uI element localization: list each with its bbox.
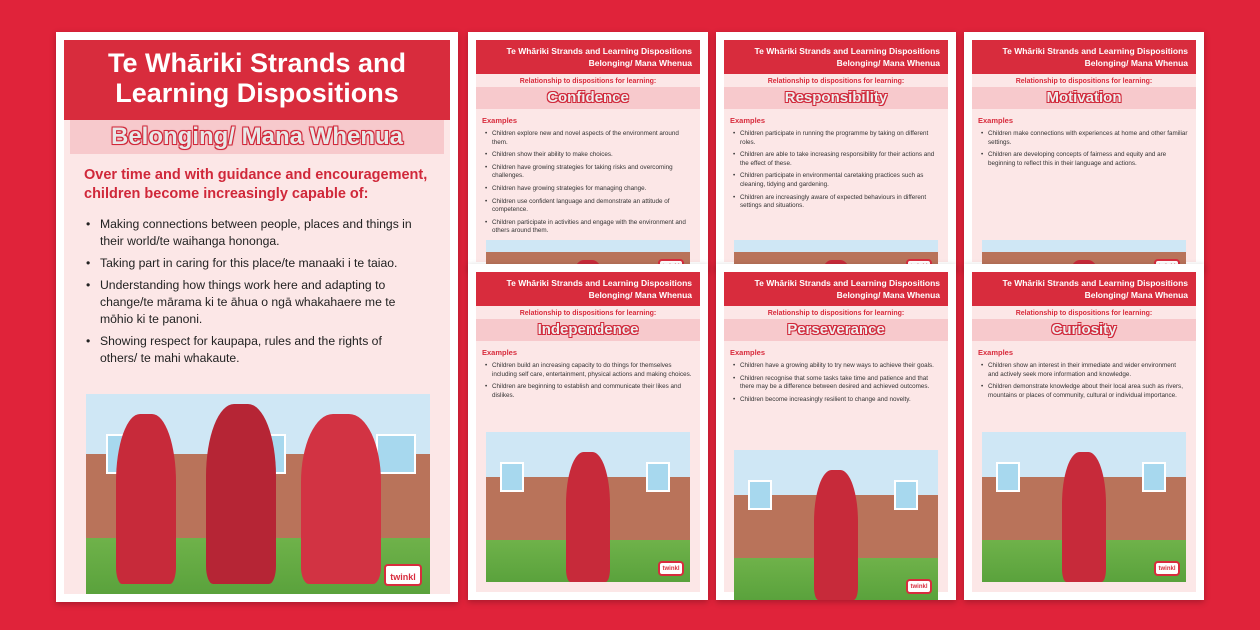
disposition-card-confidence bbox=[468, 32, 708, 270]
card-list-item: • Children show their ability to make choices. bbox=[492, 151, 692, 160]
card-list-item: • Children are able to take increasing responsibility for their actions and the effect of these. bbox=[740, 151, 940, 168]
child-figure bbox=[566, 452, 610, 582]
card-list bbox=[972, 357, 1196, 400]
card-title: Motivation bbox=[972, 87, 1196, 109]
card-examples-label: Examples bbox=[730, 348, 766, 357]
card-panel bbox=[724, 272, 948, 592]
window bbox=[748, 480, 772, 510]
main-list-item: • Taking part in caring for this place/te manaaki i te taiao. bbox=[100, 255, 420, 272]
card-relationship: Relationship to dispositions for learning: bbox=[1015, 78, 1153, 85]
twinkl-logo: twinkl bbox=[658, 561, 684, 576]
main-subtitle: Belonging/ Mana Whenua bbox=[70, 120, 444, 154]
card-header-line2: Belonging/ Mana Whenua bbox=[1084, 58, 1188, 68]
card-header bbox=[476, 40, 700, 74]
card-examples-label: Examples bbox=[730, 116, 766, 125]
card-title: Perseverance bbox=[724, 319, 948, 341]
main-list-item: • Understanding how things work here and adapting to change/te mārama ki te āhua o ngā whakahaere me te mōhio ki te panoni. bbox=[100, 277, 420, 328]
window bbox=[1142, 462, 1166, 492]
card-panel bbox=[972, 272, 1196, 592]
main-list bbox=[64, 204, 450, 367]
card-relationship: Relationship to dispositions for learning: bbox=[767, 78, 905, 85]
card-header bbox=[724, 40, 948, 74]
card-list-item: • Children use confident language and demonstrate an attitude of competence. bbox=[492, 198, 692, 215]
disposition-card-curiosity bbox=[964, 264, 1204, 600]
card-title: Responsibility bbox=[724, 87, 948, 109]
main-intro: Over time and with guidance and encouragement, children become increasingly capable of: bbox=[84, 167, 428, 202]
card-list-item: • Children demonstrate knowledge about their local area such as rivers, mountains or places of community, cultural or individual importance. bbox=[988, 383, 1188, 400]
card-list-item: • Children recognise that some tasks take time and patience and that there may be a difference between desired and achieved outcomes. bbox=[740, 375, 940, 392]
card-list-item: • Children have growing strategies for managing change. bbox=[492, 185, 692, 194]
children-illustration bbox=[86, 394, 430, 594]
card-header-line2: Belonging/ Mana Whenua bbox=[588, 290, 692, 300]
card-list-item: • Children have a growing ability to try new ways to achieve their goals. bbox=[740, 362, 940, 371]
card-list-item: • Children build an increasing capacity to do things for themselves including self care, entertainment, physical actions and making choices. bbox=[492, 362, 692, 379]
window bbox=[500, 462, 524, 492]
card-header-line2: Belonging/ Mana Whenua bbox=[1084, 290, 1188, 300]
card-header bbox=[972, 40, 1196, 74]
main-list-item: • Making connections between people, places and things in their world/te waihanga hononga. bbox=[100, 216, 420, 250]
card-list-item: • Children have growing strategies for taking risks and overcoming challenges. bbox=[492, 164, 692, 181]
card-panel bbox=[724, 40, 948, 262]
window bbox=[996, 462, 1020, 492]
twinkl-logo: twinkl bbox=[906, 579, 932, 594]
main-poster bbox=[56, 32, 458, 602]
card-list bbox=[476, 357, 700, 400]
card-list-item: • Children participate in running the programme by taking on different roles. bbox=[740, 130, 940, 147]
main-list-item: • Showing respect for kaupapa, rules and the rights of others/ te mahi whakaute. bbox=[100, 333, 420, 367]
card-relationship: Relationship to dispositions for learning: bbox=[767, 310, 905, 317]
card-title: Independence bbox=[476, 319, 700, 341]
card-header bbox=[972, 272, 1196, 306]
child-figure bbox=[206, 404, 276, 584]
card-relationship: Relationship to dispositions for learning: bbox=[1015, 310, 1153, 317]
card-list-item: • Children make connections with experiences at home and other familiar settings. bbox=[988, 130, 1188, 147]
card-list-item: • Children participate in environmental caretaking practices such as cleaning, tidying and gardening. bbox=[740, 172, 940, 189]
twinkl-logo: twinkl bbox=[1154, 561, 1180, 576]
card-header-line2: Belonging/ Mana Whenua bbox=[836, 290, 940, 300]
card-header-line1: Te Whāriki Strands and Learning Dispositions bbox=[1002, 278, 1188, 288]
card-examples-label: Examples bbox=[482, 348, 518, 357]
card-title: Curiosity bbox=[972, 319, 1196, 341]
disposition-card-motivation bbox=[964, 32, 1204, 270]
window bbox=[646, 462, 670, 492]
disposition-card-responsibility bbox=[716, 32, 956, 270]
card-list-item: • Children are beginning to establish and communicate their likes and dislikes. bbox=[492, 383, 692, 400]
card-list bbox=[476, 125, 700, 236]
child-figure bbox=[301, 414, 381, 584]
child-figure bbox=[814, 470, 858, 600]
card-illustration bbox=[734, 450, 938, 600]
card-list bbox=[724, 125, 948, 211]
card-panel bbox=[476, 40, 700, 262]
card-panel bbox=[972, 40, 1196, 262]
window bbox=[376, 434, 416, 474]
card-title: Confidence bbox=[476, 87, 700, 109]
card-list-item: • Children participate in activities and engage with the environment and others around them. bbox=[492, 219, 692, 236]
card-list-item: • Children are developing concepts of fairness and equity and are beginning to reflect this in their language and actions. bbox=[988, 151, 1188, 168]
card-list-item: • Children are increasingly aware of expected behaviours in different settings and situations. bbox=[740, 194, 940, 211]
card-header bbox=[724, 272, 948, 306]
twinkl-logo: twinkl bbox=[384, 564, 422, 586]
child-figure bbox=[116, 414, 176, 584]
card-list-item: • Children become increasingly resilient to change and novelty. bbox=[740, 396, 940, 405]
card-list bbox=[972, 125, 1196, 168]
card-header-line1: Te Whāriki Strands and Learning Dispositions bbox=[1002, 46, 1188, 56]
card-illustration bbox=[486, 432, 690, 582]
card-relationship: Relationship to dispositions for learning: bbox=[519, 310, 657, 317]
child-figure bbox=[1062, 452, 1106, 582]
disposition-card-independence bbox=[468, 264, 708, 600]
card-examples-label: Examples bbox=[482, 116, 518, 125]
disposition-card-perseverance bbox=[716, 264, 956, 600]
card-header-line2: Belonging/ Mana Whenua bbox=[588, 58, 692, 68]
card-relationship: Relationship to dispositions for learning: bbox=[519, 78, 657, 85]
card-examples-label: Examples bbox=[978, 116, 1014, 125]
card-list bbox=[724, 357, 948, 404]
card-header-line1: Te Whāriki Strands and Learning Dispositions bbox=[506, 278, 692, 288]
card-panel bbox=[476, 272, 700, 592]
card-illustration bbox=[982, 432, 1186, 582]
window bbox=[894, 480, 918, 510]
card-header-line1: Te Whāriki Strands and Learning Dispositions bbox=[754, 46, 940, 56]
card-header-line1: Te Whāriki Strands and Learning Dispositions bbox=[754, 278, 940, 288]
card-list-item: • Children explore new and novel aspects of the environment around them. bbox=[492, 130, 692, 147]
main-title bbox=[64, 40, 450, 120]
card-header bbox=[476, 272, 700, 306]
main-poster-panel bbox=[64, 40, 450, 594]
card-header-line2: Belonging/ Mana Whenua bbox=[836, 58, 940, 68]
card-examples-label: Examples bbox=[978, 348, 1014, 357]
card-list-item: • Children show an interest in their immediate and wider environment and actively seek more information and knowledge. bbox=[988, 362, 1188, 379]
card-header-line1: Te Whāriki Strands and Learning Dispositions bbox=[506, 46, 692, 56]
main-title-text: Te Whāriki Strands and Learning Dispositions bbox=[107, 48, 407, 108]
